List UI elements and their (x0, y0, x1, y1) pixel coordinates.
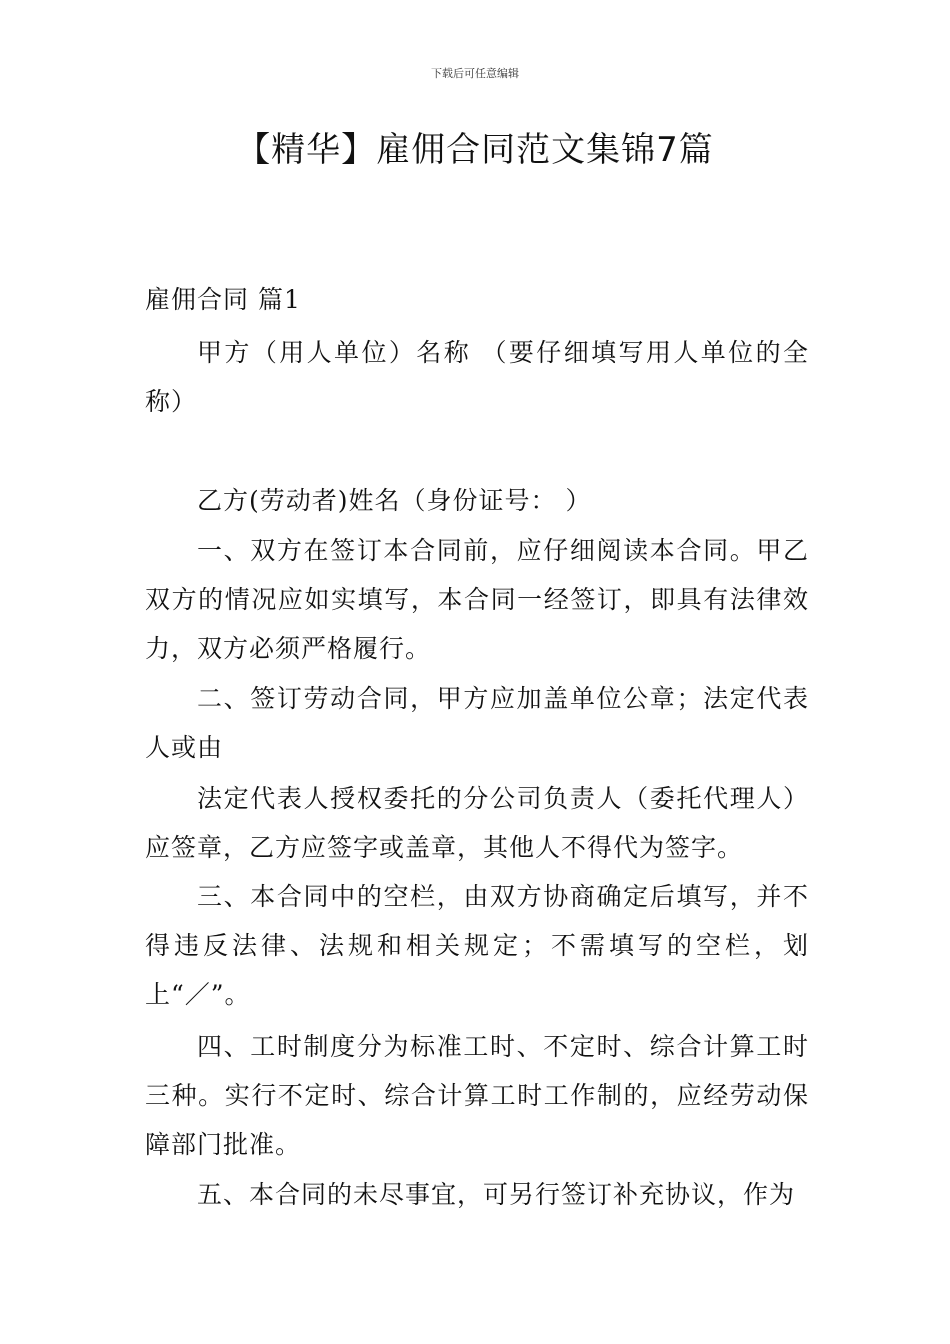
paragraph-clause-3: 三、本合同中的空栏，由双方协商确定后填写，并不得违反法律、法规和相关规定；不需填写的空栏，划上“／”。 (145, 882, 809, 1009)
paragraph-clause-5: 五、本合同的未尽事宜，可另行签订补充协议，作为 (197, 1180, 796, 1209)
section-heading: 雇佣合同 篇1 (145, 285, 301, 314)
paragraph-party-a: 甲方（用人单位）名称 （要仔细填写用人单位的全称） (145, 338, 809, 416)
paragraph-clause-2: 二、签订劳动合同，甲方应加盖单位公章；法定代表人或由 (145, 684, 809, 762)
paragraph-clause-4: 四、工时制度分为标准工时、不定时、综合计算工时三种。实行不定时、综合计算工时工作制的，应经劳动保障部门批准。 (145, 1032, 809, 1159)
document-title: 【精华】雇佣合同范文集锦7篇 (236, 130, 714, 170)
paragraph-clause-2-continued: 法定代表人授权委托的分公司负责人（委托代理人）应签章，乙方应签字或盖章，其他人不得代为签字。 (145, 784, 809, 862)
paragraph-clause-1: 一、双方在签订本合同前，应仔细阅读本合同。甲乙双方的情况应如实填写，本合同一经签订，即具有法律效力，双方必须严格履行。 (145, 536, 809, 663)
paragraph-party-b: 乙方(劳动者)姓名（身份证号： ） (197, 486, 592, 515)
header-note: 下载后可任意编辑 (431, 67, 519, 80)
